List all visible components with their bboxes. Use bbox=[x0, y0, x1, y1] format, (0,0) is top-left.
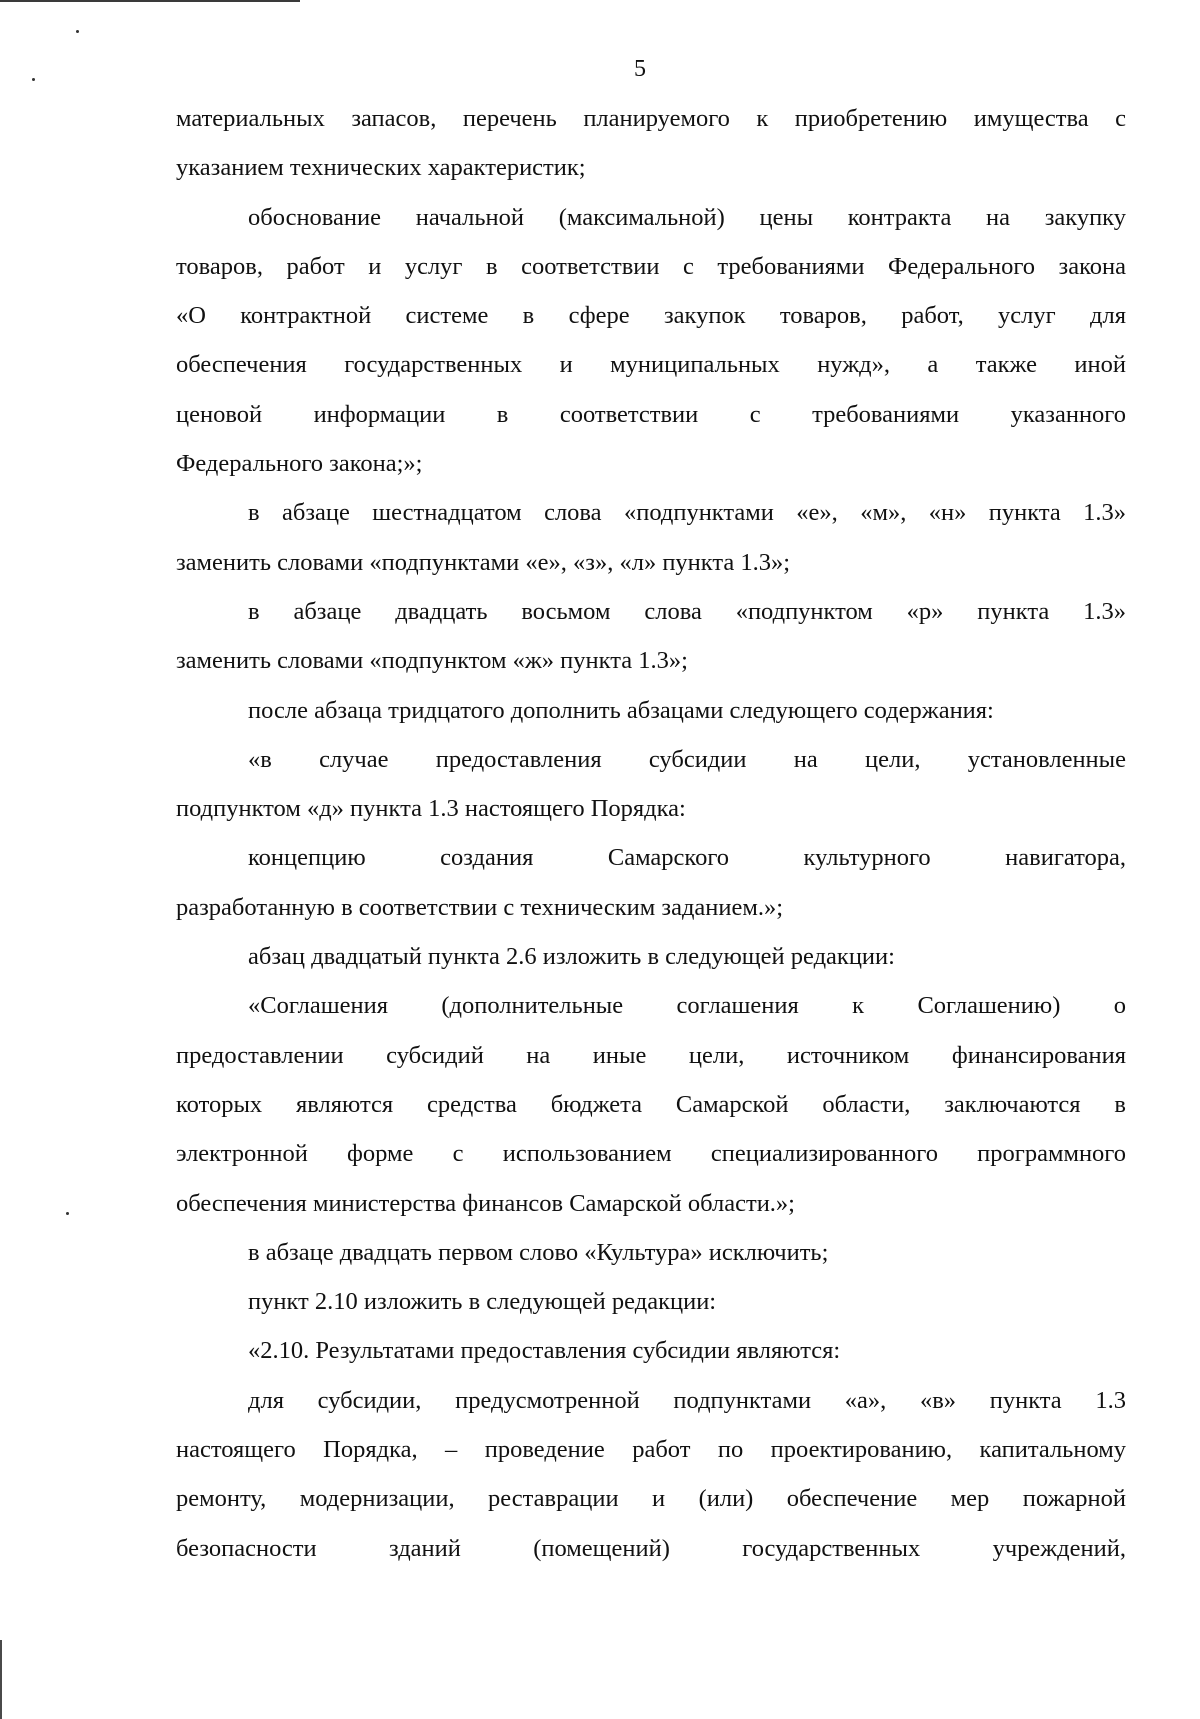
text-line: абзац двадцатый пункта 2.6 изложить в следующей редакции: bbox=[248, 943, 895, 971]
scan-edge-line bbox=[0, 0, 300, 2]
text-line: концепцию создания Самарского культурного навигатора, bbox=[248, 844, 1126, 872]
text-line: разработанную в соответствии с техническим заданием.»; bbox=[176, 893, 784, 921]
text-line: которых являются средства бюджета Самарской области, заключаются в bbox=[176, 1090, 1126, 1118]
text-line: в абзаце двадцать восьмом слова «подпунктом «р» пункта 1.3» bbox=[248, 597, 1126, 625]
text-line: товаров, работ и услуг в соответствии с требованиями Федерального закона bbox=[176, 252, 1126, 280]
text-line: для субсидии, предусмотренной подпунктами «а», «в» пункта 1.3 bbox=[248, 1386, 1126, 1414]
text-line: подпунктом «д» пункта 1.3 настоящего Порядка: bbox=[176, 795, 686, 823]
text-line: ценовой информации в соответствии с требованиями указанного bbox=[176, 400, 1126, 428]
text-line: предоставлении субсидий на иные цели, источником финансирования bbox=[176, 1041, 1126, 1069]
text-line: Федерального закона;»; bbox=[176, 450, 423, 478]
text-line: обоснование начальной (максимальной) цены контракта на закупку bbox=[248, 203, 1126, 231]
text-line: обеспечения государственных и муниципальных нужд», а также иной bbox=[176, 351, 1126, 379]
scan-speck bbox=[32, 78, 35, 81]
scan-speck bbox=[76, 30, 79, 33]
text-line: после абзаца тридцатого дополнить абзацами следующего содержания: bbox=[248, 696, 994, 724]
text-line: в абзаце шестнадцатом слова «подпунктами «е», «м», «н» пункта 1.3» bbox=[248, 499, 1126, 527]
text-line: пункт 2.10 изложить в следующей редакции: bbox=[248, 1288, 717, 1316]
text-line: заменить словами «подпунктами «е», «з», «л» пункта 1.3»; bbox=[176, 548, 791, 576]
text-line: «2.10. Результатами предоставления субсидии являются: bbox=[248, 1337, 841, 1365]
text-line: ремонту, модернизации, реставрации и (или) обеспечение мер пожарной bbox=[176, 1485, 1126, 1513]
text-line: «Соглашения (дополнительные соглашения к Соглашению) о bbox=[248, 992, 1126, 1020]
text-line: электронной форме с использованием специализированного программного bbox=[176, 1140, 1126, 1168]
text-line: безопасности зданий (помещений) государственных учреждений, bbox=[176, 1534, 1126, 1562]
text-line: указанием технических характеристик; bbox=[176, 154, 586, 182]
document-body bbox=[176, 94, 1126, 1573]
page-number: 5 bbox=[634, 56, 646, 82]
text-line: материальных запасов, перечень планируемого к приобретению имущества с bbox=[176, 105, 1126, 132]
text-line: в абзаце двадцать первом слово «Культура» исключить; bbox=[248, 1238, 829, 1266]
text-line: заменить словами «подпунктом «ж» пункта 1.3»; bbox=[176, 647, 688, 675]
text-line: «О контрактной системе в сфере закупок товаров, работ, услуг для bbox=[176, 302, 1126, 330]
text-line: обеспечения министерства финансов Самарской области.»; bbox=[176, 1189, 795, 1217]
scan-edge-line bbox=[0, 1640, 2, 1719]
scan-speck bbox=[66, 1212, 69, 1215]
text-line: «в случае предоставления субсидии на цели, установленные bbox=[248, 745, 1126, 773]
text-line: настоящего Порядка, – проведение работ по проектированию, капитальному bbox=[176, 1436, 1126, 1464]
